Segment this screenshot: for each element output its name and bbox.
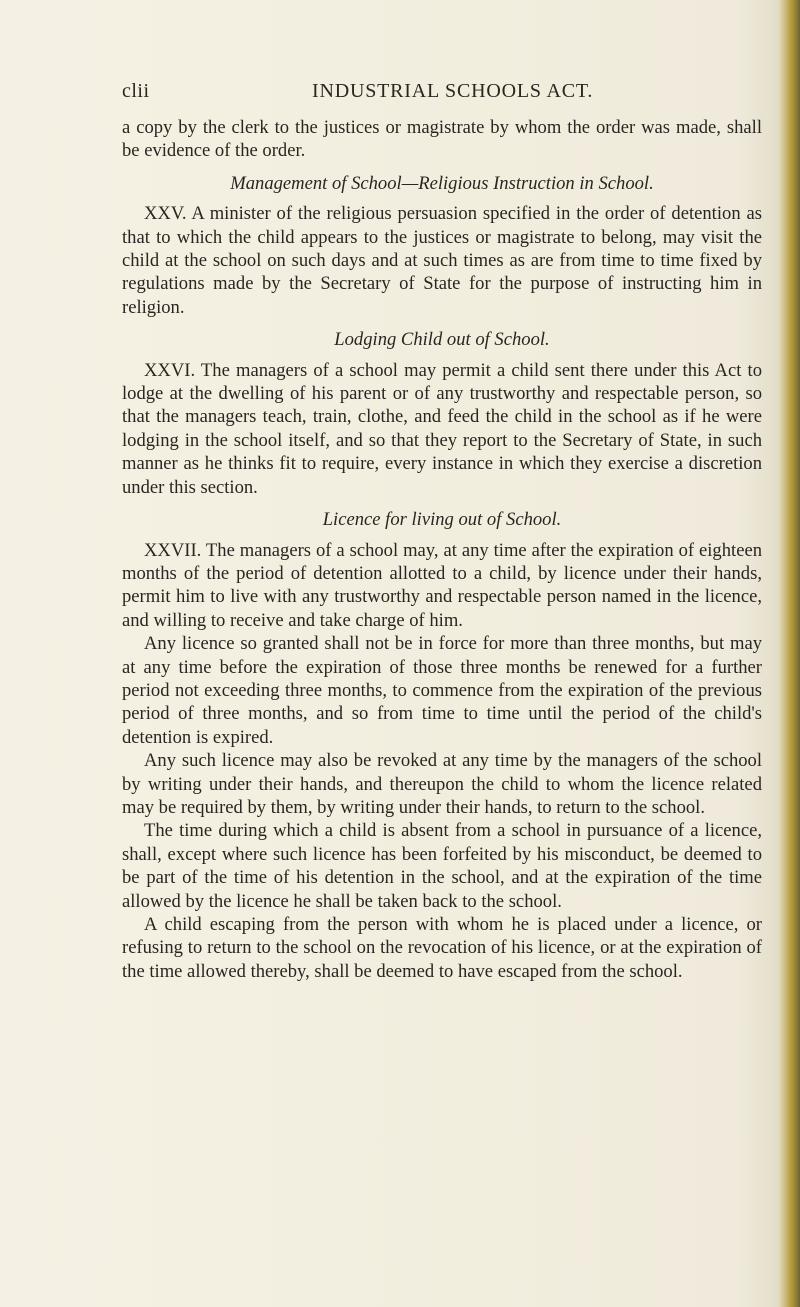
- running-title: INDUSTRIAL SCHOOLS ACT.: [312, 80, 594, 102]
- page-number: clii: [122, 80, 150, 102]
- page-header: [122, 80, 762, 110]
- licence-revocation-paragraph: Any such licence may also be revoked at any time by the managers of the school by writing under their hands, and thereupon the child to whom the licence related may be required by them, by writing under their hands, to return to the school.: [122, 750, 762, 818]
- section-heading-lodging: Lodging Child out of School.: [334, 329, 550, 351]
- licence-duration-paragraph: Any licence so granted shall not be in force for more than three months, but may at any time before the expiration of those three months be renewed for a further period not exceeding three months, to commence from the expiration of the previous period of three months, and so from time to time until the period of the child's detention is expired.: [122, 633, 762, 748]
- licence-escape-paragraph: A child escaping from the person with whom he is placed under a licence, or refusing to return to the school on the revocation of his licence, or at the expiration of the time allowed thereby, shall be deemed to have escaped from the school.: [122, 914, 762, 982]
- intro-paragraph: a copy by the clerk to the justices or magistrate by whom the order was made, shall be evidence of the order.: [122, 117, 762, 162]
- page-body: [122, 116, 762, 983]
- section-heading-licence: Licence for living out of School.: [322, 509, 562, 531]
- licence-absence-paragraph: The time during which a child is absent from a school in pursuance of a licence, shall, except where such licence has been forfeited by his misconduct, be deemed to be part of the time of his detention in the school, and at the expiration of the time allowed by the licence he shall be taken back to the school.: [122, 820, 762, 912]
- section-xxv-paragraph: XXV. A minister of the religious persuasion specified in the order of detention as that to which the child appears to the justices or magistrate to belong, may visit the child at the school on such days and at such times as are from time to time fixed by regulations made by the Secretary of State for the purpose of instructing him in religion.: [122, 203, 762, 318]
- section-heading-management: Management of School—Religious Instruction in School.: [230, 172, 654, 194]
- section-xxvi-paragraph: XXVI. The managers of a school may permit a child sent there under this Act to lodge at the dwelling of his parent or of any trustworthy and respectable person, so that the managers teach, train, clothe, and feed the child in the school as if he were lodging in the school itself, and so that they report to the Secretary of State, in such manner as he thinks fit to require, every instance in which they exercise a discretion under this section.: [122, 359, 762, 498]
- section-xxvii-paragraph: XXVII. The managers of a school may, at any time after the expiration of eighteen months of the period of detention allotted to a child, by licence under their hands, permit him to live with any trustworthy and respectable person named in the licence, and willing to receive and take charge of him.: [122, 539, 762, 631]
- page-edge: [778, 0, 800, 1307]
